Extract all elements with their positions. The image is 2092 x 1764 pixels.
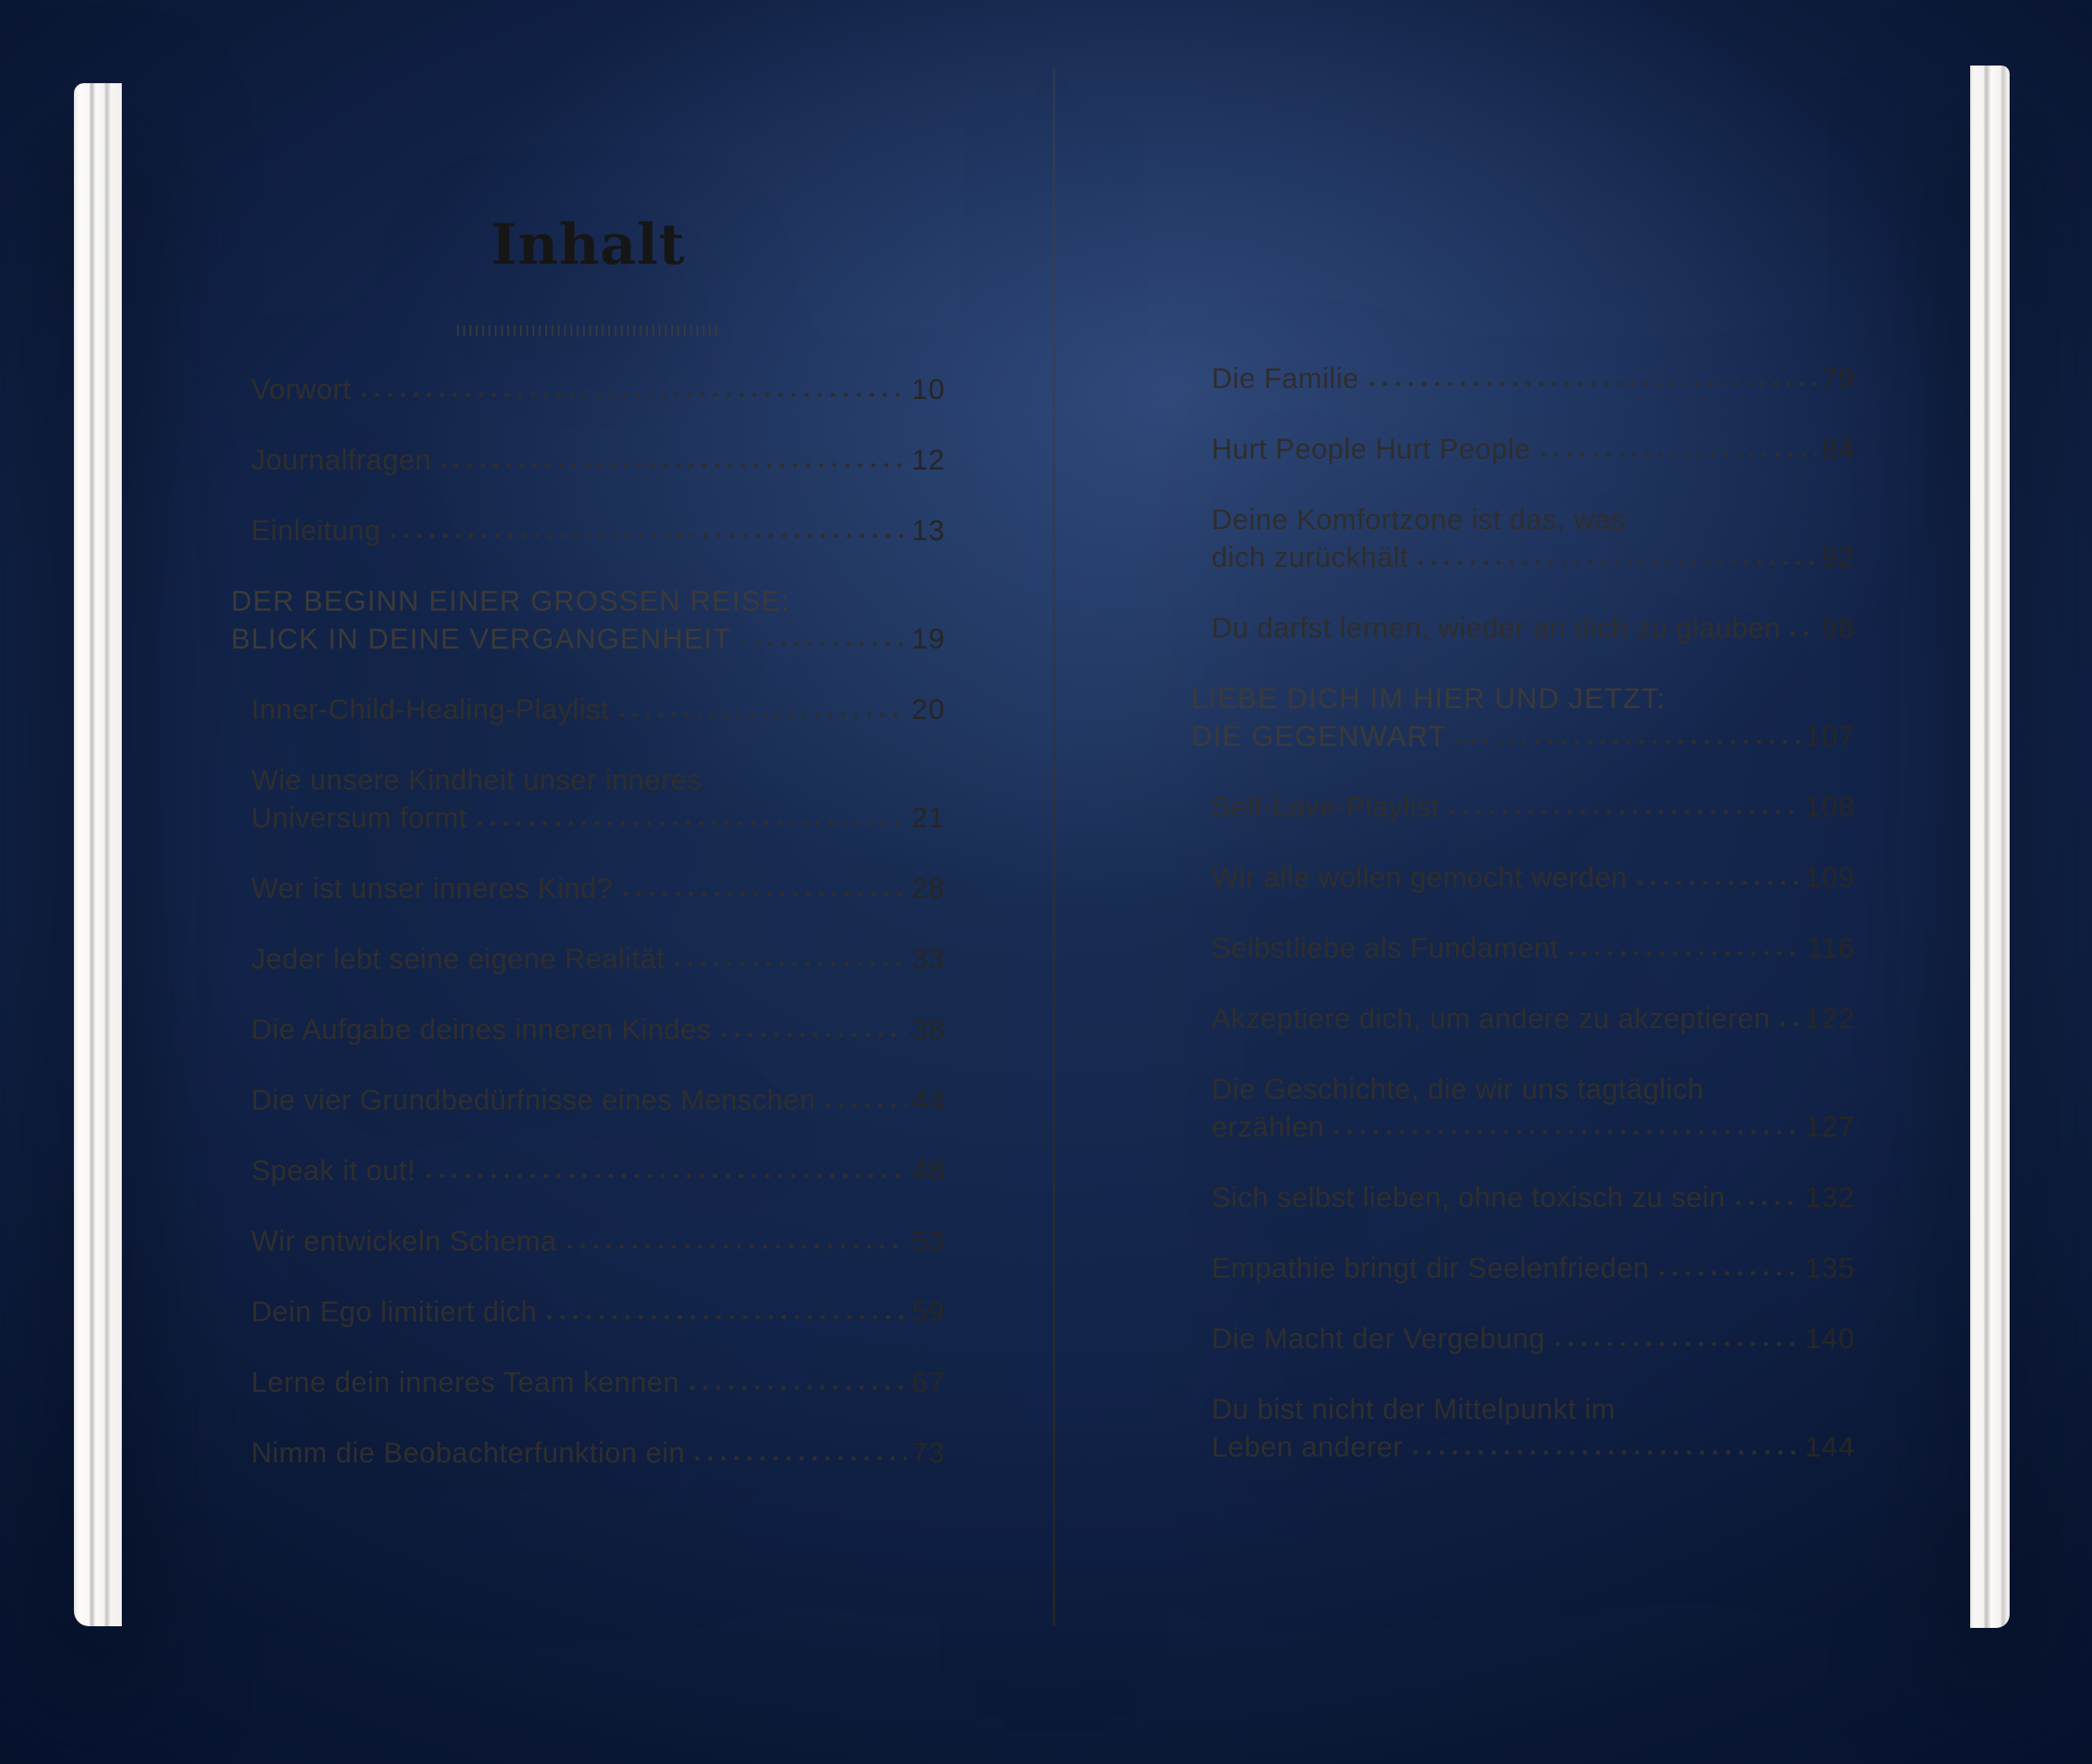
toc-entry-label: Inner-Child-Healing-Playlist	[251, 694, 609, 726]
toc-section-heading	[1191, 680, 1855, 756]
toc-entry-label: Leben anderer	[1212, 1431, 1403, 1463]
toc-entry-page: 12	[912, 444, 945, 476]
toc-entry-label: Self-Love-Playlist	[1212, 791, 1440, 823]
toc-entry-label: Journalfragen	[251, 444, 432, 476]
dot-leader	[1541, 452, 1816, 457]
dot-leader	[722, 1032, 907, 1037]
toc-entry	[231, 870, 945, 908]
toc-entry-label: Du darfst lernen, wieder an dich zu glauben	[1212, 612, 1781, 644]
toc-entry-label: Du bist nicht der Mittelpunkt im	[1212, 1394, 1616, 1425]
dot-leader	[391, 533, 907, 538]
dot-leader	[1369, 381, 1817, 386]
toc-entry	[1191, 1391, 1855, 1467]
toc-entry-label: Dein Ego limitiert dich	[251, 1296, 538, 1328]
toc-entry-label: Selbstliebe als Fundament	[1212, 932, 1559, 964]
dot-leader	[1790, 631, 1816, 636]
toc-entry	[231, 1152, 945, 1190]
toc-entry-page: 67	[912, 1367, 945, 1399]
toc-entry-page: 108	[1805, 791, 1855, 823]
dot-leader	[623, 891, 907, 896]
toc-entry-page: 59	[912, 1296, 945, 1328]
toc-entry-label: Speak it out!	[251, 1155, 416, 1187]
dot-leader	[426, 1173, 907, 1179]
dot-leader	[675, 962, 907, 967]
toc-entry-page: 20	[912, 694, 945, 726]
dot-leader	[1659, 1271, 1800, 1276]
dot-leader	[1736, 1200, 1800, 1205]
dot-leader	[690, 1385, 907, 1390]
toc-right-column	[1191, 360, 1855, 1499]
dot-leader	[1457, 739, 1800, 744]
toc-entry	[231, 1364, 945, 1402]
dot-leader	[547, 1315, 907, 1320]
toc-entry-label: Sich selbst lieben, ohne toxisch zu sein	[1212, 1182, 1726, 1214]
toc-entry-page: 33	[912, 943, 945, 975]
toc-entry-label: Die vier Grundbedürfnisse eines Menschen	[251, 1084, 817, 1116]
dot-leader	[1418, 560, 1816, 565]
toc-entry-page: 13	[912, 515, 945, 547]
toc-entry-page: 135	[1805, 1252, 1855, 1284]
toc-entry-label: DER BEGINN EINER GROSSEN REISE:	[231, 585, 791, 617]
book-spine-gutter	[1053, 67, 1055, 1626]
toc-entry	[1191, 1250, 1855, 1288]
toc-entry-page: 132	[1805, 1182, 1855, 1214]
dot-leader	[1450, 810, 1800, 815]
dot-leader	[826, 1103, 907, 1108]
toc-entry-page: 79	[1821, 363, 1855, 395]
toc-entry-page: 53	[912, 1226, 945, 1257]
toc-entry-label: LIEBE DICH IM HIER UND JETZT:	[1191, 683, 1666, 715]
toc-header	[122, 214, 1054, 336]
toc-entry	[231, 1294, 945, 1331]
toc-entry-page: 48	[912, 1155, 945, 1187]
toc-entry-label: Die Familie	[1212, 363, 1359, 395]
toc-entry-page: 84	[1821, 433, 1855, 465]
dot-leader	[1555, 1341, 1800, 1347]
toc-entry-label: Deine Komfortzone ist das, was	[1212, 504, 1627, 536]
toc-entry-page: 92	[1821, 542, 1855, 574]
toc-entry-page: 109	[1805, 862, 1855, 894]
toc-entry-page: 144	[1805, 1431, 1855, 1463]
toc-entry-page: 107	[1805, 721, 1855, 753]
toc-entry-page: 10	[912, 374, 945, 406]
toc-entry-label: dich zurückhält	[1212, 542, 1409, 574]
toc-entry-label: Wer ist unser inneres Kind?	[251, 873, 613, 905]
toc-entry	[1191, 1000, 1855, 1038]
dot-leader	[1413, 1450, 1800, 1455]
dot-leader	[619, 712, 907, 717]
toc-entry	[231, 1223, 945, 1261]
toc-entry-page: 73	[912, 1437, 945, 1469]
toc-entry	[1191, 789, 1855, 827]
toc-title: Inhalt	[491, 212, 686, 277]
toc-entry-label: Wir alle wollen gemocht werden	[1212, 862, 1627, 894]
toc-entry-page: 116	[1806, 932, 1855, 964]
toc-entry-page: 28	[912, 873, 945, 905]
toc-entry	[1191, 610, 1855, 648]
toc-entry-label: Die Aufgabe deines inneren Kindes	[251, 1014, 712, 1046]
toc-entry-label: Wie unsere Kindheit unser inneres	[251, 764, 702, 796]
toc-entry-label: Die Geschichte, die wir uns tagtäglich	[1212, 1074, 1704, 1105]
toc-entry-label: Akzeptiere dich, um andere zu akzeptieren	[1212, 1003, 1770, 1035]
toc-entry	[1191, 1320, 1855, 1358]
toc-entry	[1191, 930, 1855, 968]
toc-entry-label: Lerne dein inneres Team kennen	[251, 1367, 680, 1399]
toc-entry-label: erzählen	[1212, 1111, 1325, 1143]
dot-leader	[1569, 951, 1802, 956]
toc-left-column	[231, 371, 945, 1505]
toc-entry	[231, 442, 945, 480]
dot-leader	[1637, 880, 1800, 885]
toc-entry	[231, 1011, 945, 1049]
toc-entry-label: Jeder lebt seine eigene Realität	[251, 943, 665, 975]
toc-entry	[1191, 431, 1855, 469]
dot-leader	[742, 642, 907, 647]
toc-entry-label: BLICK IN DEINE VERGANGENHEIT	[231, 623, 732, 655]
toc-entry-page: 98	[1821, 612, 1855, 644]
toc-entry-label: Vorwort	[251, 374, 351, 406]
page-stack-right-edge	[1970, 66, 2010, 1628]
toc-entry	[231, 1082, 945, 1120]
toc-entry	[231, 512, 945, 550]
dot-leader	[1780, 1021, 1800, 1026]
toc-entry-label: DIE GEGENWART	[1191, 721, 1448, 753]
dot-leader	[361, 392, 907, 397]
dot-leader	[1334, 1130, 1800, 1135]
dot-leader	[441, 463, 907, 468]
toc-entry-label: Empathie bringt dir Seelenfrieden	[1212, 1252, 1650, 1284]
toc-entry-page: 127	[1805, 1111, 1855, 1143]
toc-entry-label: Hurt People Hurt People	[1212, 433, 1532, 465]
toc-entry-page: 44	[912, 1084, 945, 1116]
toc-entry-page: 122	[1805, 1003, 1855, 1035]
toc-entry-label: Nimm die Beobachterfunktion ein	[251, 1437, 686, 1469]
right-page	[1054, 67, 1970, 1628]
toc-entry-page: 21	[912, 802, 945, 834]
toc-entry	[231, 1435, 945, 1473]
dot-leader	[477, 821, 907, 826]
toc-entry	[231, 371, 945, 409]
title-divider	[457, 325, 719, 336]
toc-entry	[231, 691, 945, 729]
toc-entry-page: 140	[1805, 1323, 1855, 1355]
toc-entry	[1191, 1179, 1855, 1217]
toc-entry-label: Einleitung	[251, 515, 381, 547]
dot-leader	[695, 1456, 907, 1461]
toc-entry	[1191, 501, 1855, 577]
toc-entry	[231, 941, 945, 979]
toc-section-heading	[231, 583, 945, 659]
open-book	[74, 66, 2010, 1630]
toc-entry	[1191, 859, 1855, 897]
toc-entry	[231, 762, 945, 837]
dot-leader	[567, 1244, 907, 1249]
toc-entry-label: Universum formt	[251, 802, 467, 834]
toc-entry-label: Wir entwickeln Schema	[251, 1226, 557, 1257]
toc-entry-page: 38	[912, 1014, 945, 1046]
left-page	[122, 81, 1054, 1628]
toc-entry	[1191, 1071, 1855, 1147]
toc-entry-page: 19	[912, 623, 945, 655]
page-stack-left-edge	[74, 83, 122, 1626]
toc-entry	[1191, 360, 1855, 398]
toc-entry-label: Die Macht der Vergebung	[1212, 1323, 1546, 1355]
